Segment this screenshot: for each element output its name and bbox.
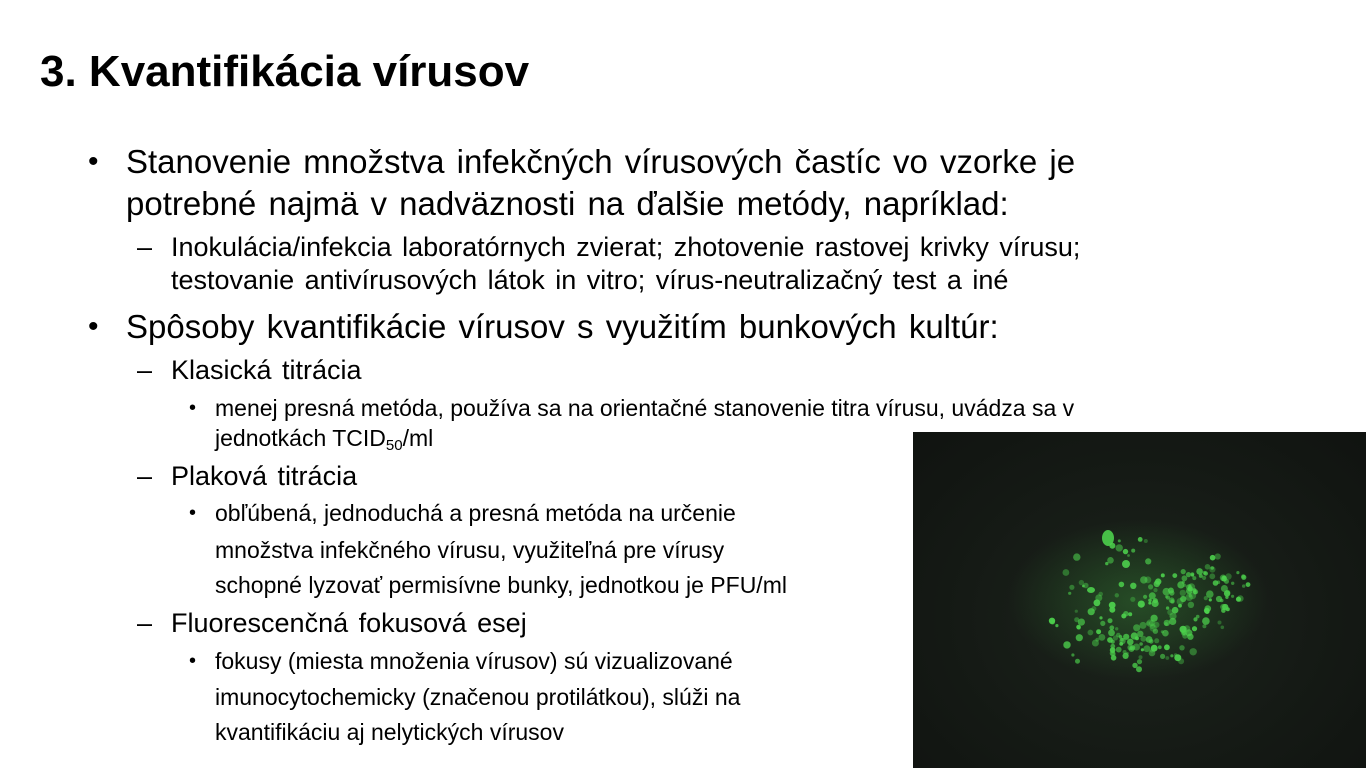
fluorescent-cell [1213, 580, 1219, 586]
fluorescent-cell [1154, 581, 1160, 587]
method-plaque-detail-text-1: obľúbená, jednoduchá a presná metóda na určenie [215, 500, 736, 526]
fluorescent-cell [1144, 645, 1151, 652]
fluorescent-cell [1133, 644, 1140, 651]
method-classic-label-text: Klasická titrácia [171, 355, 362, 385]
fluorescent-cell [1096, 629, 1101, 634]
fluorescent-cell [1095, 638, 1099, 642]
fluorescent-cell [1158, 645, 1162, 649]
fluorescent-cell [1220, 575, 1227, 582]
fluorescent-cell [1063, 641, 1070, 648]
method-plaque-detail-text-3: schopné lyzovať permisívne bunky, jednotkou je PFU/ml [215, 572, 787, 598]
fluorescent-cell [1099, 616, 1102, 619]
fluorescent-cell [1127, 639, 1134, 646]
fluorescent-cell [1083, 583, 1089, 589]
fluorescent-cell [1116, 544, 1123, 551]
fluorescent-cell [1105, 562, 1108, 565]
fluorescent-cell [1145, 558, 1151, 564]
bullet-1-text-line-2: potrebné najmä v nadväznosti na ďalšie metódy, napríklad: [126, 185, 1009, 222]
method-classic-detail-line-1 [189, 391, 1075, 425]
dash-marker: – [137, 232, 153, 262]
fluorescent-cell [1193, 617, 1197, 621]
method-focus-detail-text-1: fokusy (miesta množenia vírusov) sú vizualizované [215, 648, 733, 674]
fluorescent-cell [1115, 627, 1118, 630]
fluorescent-cell [1153, 629, 1158, 634]
dash-marker: – [137, 355, 153, 385]
fluorescent-cell [1137, 631, 1143, 637]
bullet-1-text-line-1: Stanovenie množstva infekčných vírusových častíc vo vzorke je [126, 143, 1076, 180]
fluorescent-cell [1172, 573, 1177, 578]
fluorescent-cell [1138, 601, 1145, 608]
fluorescent-cell [1111, 655, 1117, 661]
fluorescent-cell [1126, 652, 1129, 655]
fluorescent-cell [1186, 572, 1191, 577]
bullet-1-line-2 [126, 183, 1009, 225]
fluorescent-cell [1204, 571, 1208, 575]
fluorescent-cell [1099, 634, 1106, 641]
fluorescent-cell [1192, 576, 1196, 580]
fluorescent-cell [1181, 569, 1186, 574]
fluorescent-cell [1127, 554, 1130, 557]
method-classic-detail-text-1: menej presná metóda, používa sa na orientačné stanovenie titra vírusu, uvádza sa v [215, 395, 1075, 421]
bullet-2-text-line-1: Spôsoby kvantifikácie vírusov s využitím bunkových kultúr: [126, 308, 999, 345]
fluorescent-cell [1116, 647, 1122, 653]
method-classic-label [137, 352, 362, 389]
fluorescent-cell [1164, 622, 1168, 626]
method-focus-detail-line-2 [215, 679, 740, 716]
fluorescent-cell [1225, 590, 1230, 595]
unit-subscript: 50 [385, 437, 403, 454]
method-plaque-label-text: Plaková titrácia [171, 461, 358, 491]
fluorescent-cell [1167, 609, 1173, 615]
fluorescent-cell-large [1102, 530, 1114, 546]
fluorescent-cell [1075, 610, 1078, 613]
fluorescent-cell [1188, 583, 1195, 590]
bullet-marker: • [189, 502, 197, 524]
method-classic-detail-line-2 [215, 421, 433, 463]
fluorescent-cell [1115, 593, 1119, 597]
bullet-1-line-1 [88, 141, 1076, 183]
method-focus-detail-text-2: imunocytochemicky (značenou protilátkou), slúži na [215, 684, 741, 710]
fluorescent-cell [1108, 618, 1113, 623]
dash-marker: – [137, 608, 153, 638]
fluorescent-cell [1166, 606, 1169, 609]
fluorescent-cell [1205, 605, 1212, 612]
method-focus-label-text: Fluorescenčná fokusová esej [171, 608, 527, 638]
fluorescent-cell [1108, 629, 1115, 636]
bullet-marker: • [88, 310, 99, 343]
dash-marker: – [137, 461, 153, 491]
bullet-marker: • [189, 397, 197, 419]
fluorescent-cell [1088, 608, 1095, 615]
fluorescent-cell [1226, 607, 1230, 611]
fluorescent-cell [1140, 622, 1147, 629]
bullet-1-sub-line-1 [137, 229, 1081, 266]
fluorescent-cell [1146, 636, 1153, 643]
fluorescent-cell [1063, 569, 1070, 576]
bullet-2-line-1 [88, 306, 999, 348]
fluorescent-cell [1138, 537, 1143, 542]
fluorescent-cell [1237, 595, 1244, 602]
method-plaque-detail-line-2 [215, 532, 724, 569]
fluorescent-cell-large [1122, 560, 1130, 568]
fluorescent-cell [1109, 602, 1116, 609]
fluorescent-cell [1183, 584, 1186, 587]
fluorescent-cell-large [1087, 587, 1095, 593]
fluorescent-cell [1123, 549, 1128, 554]
bullet-1-sub-text-line-2: testovanie antivírusových látok in vitro; vírus-neutralizačný test a iné [171, 265, 1009, 295]
fluorescent-cell [1119, 642, 1123, 646]
fluorescent-cell [1132, 663, 1137, 668]
fluorescent-cell [1149, 592, 1156, 599]
fluorescent-cell [1139, 642, 1143, 646]
fluorescent-cell [1202, 617, 1210, 625]
fluorescence-micrograph [913, 432, 1366, 768]
fluorescent-cell [1055, 624, 1058, 627]
bullet-marker: • [88, 145, 99, 178]
fluorescent-cell [1107, 557, 1114, 564]
focus-glow [1008, 520, 1268, 680]
fluorescent-cell [1196, 568, 1203, 575]
fluorescent-cell [1231, 595, 1234, 598]
method-plaque-detail-line-1 [189, 495, 736, 532]
fluorescence-focus-image [913, 432, 1366, 768]
fluorescent-cell [1075, 659, 1080, 664]
fluorescent-cell [1231, 582, 1234, 585]
fluorescent-cell [1100, 621, 1105, 626]
fluorescent-cell [1131, 632, 1138, 639]
fluorescent-cell [1145, 576, 1152, 583]
fluorescent-cell [1137, 659, 1142, 664]
fluorescent-cell [1199, 574, 1203, 578]
method-focus-detail-line-1 [189, 643, 733, 680]
fluorescent-cell [1186, 594, 1193, 601]
fluorescent-cell [1148, 584, 1153, 589]
fluorescent-cell [1188, 602, 1194, 608]
fluorescent-cell [1162, 630, 1169, 637]
bullet-marker: • [189, 650, 197, 672]
fluorescent-cell [1221, 626, 1225, 630]
fluorescent-cell [1130, 583, 1136, 589]
fluorescent-cell [1153, 588, 1157, 592]
fluorescent-cell [1204, 596, 1208, 600]
bullet-1-sub-text-line-1: Inokulácia/infekcia laboratórnych zvierat; zhotovenie rastovej krivky vírusu; [171, 232, 1081, 262]
unit-suffix: /ml [402, 425, 434, 451]
fluorescent-cell [1169, 618, 1176, 625]
fluorescent-cell [1174, 654, 1181, 661]
fluorescent-cell [1068, 592, 1071, 595]
method-plaque-detail-text-2: množstva infekčného vírusu, využiteľná pre vírusy [215, 537, 725, 563]
fluorescent-cell [1165, 656, 1169, 660]
fluorescent-cell [1110, 647, 1116, 653]
fluorescent-cell [1193, 589, 1198, 594]
fluorescent-cell [1088, 630, 1094, 636]
fluorescent-cell [1242, 584, 1245, 587]
fluorescent-cell [1148, 602, 1151, 605]
fluorescent-cell [1130, 597, 1135, 602]
fluorescent-cell [1131, 549, 1135, 553]
fluorescent-cell [1128, 612, 1132, 616]
fluorescent-cell [1190, 648, 1197, 655]
fluorescent-cell [1165, 595, 1168, 598]
fluorescent-cell [1164, 644, 1170, 650]
fluorescent-cell [1177, 598, 1184, 605]
unit-prefix: jednotkách TCID [215, 425, 386, 451]
fluorescent-cell [1150, 648, 1154, 652]
fluorescent-cell [1182, 575, 1188, 581]
fluorescent-cell [1049, 618, 1055, 624]
fluorescent-cell [1192, 626, 1197, 631]
fluorescent-cell [1118, 539, 1121, 542]
fluorescent-cell [1210, 555, 1216, 561]
fluorescent-cell [1209, 566, 1215, 572]
fluorescent-cell [1241, 575, 1246, 580]
fluorescent-cell [1160, 654, 1165, 659]
fluorescent-cell [1215, 553, 1221, 559]
method-focus-detail-text-3: kvantifikáciu aj nelytických vírusov [215, 719, 564, 745]
fluorescent-cell [1170, 654, 1173, 657]
fluorescent-cell [1221, 608, 1226, 613]
fluorescent-cell [1139, 655, 1143, 659]
fluorescent-cell [1071, 653, 1074, 656]
fluorescent-cell [1182, 631, 1186, 635]
fluorescent-cell [1154, 638, 1159, 643]
method-focus-label [137, 605, 527, 642]
method-focus-detail-line-3 [215, 714, 564, 751]
fluorescent-cell [1209, 573, 1215, 579]
fluorescent-cell [1133, 624, 1140, 631]
fluorescent-cell [1161, 573, 1165, 577]
fluorescent-cell [1123, 611, 1128, 616]
bullet-1-sub-line-2 [171, 262, 1008, 299]
fluorescent-cell [1209, 598, 1212, 601]
fluorescent-cell [1225, 596, 1228, 599]
fluorescent-cell [1073, 553, 1080, 560]
fluorescent-cell [1076, 634, 1083, 641]
fluorescent-cell [1144, 539, 1148, 543]
fluorescent-cell [1246, 582, 1251, 587]
fluorescent-cell [1180, 590, 1186, 596]
fluorescent-cell [1069, 585, 1074, 590]
fluorescent-cell [1111, 640, 1115, 644]
fluorescent-cell [1074, 617, 1079, 622]
fluorescent-cell [1113, 635, 1118, 640]
fluorescent-cell [1179, 645, 1184, 650]
fluorescent-cell [1119, 582, 1125, 588]
fluorescent-cell [1094, 599, 1101, 606]
method-plaque-label [137, 458, 358, 495]
fluorescent-cell [1218, 621, 1222, 625]
fluorescent-cell [1143, 595, 1147, 599]
method-plaque-detail-line-3 [215, 567, 787, 604]
fluorescent-cell [1170, 599, 1174, 603]
fluorescent-cell [1202, 624, 1206, 628]
fluorescent-cell [1149, 620, 1155, 626]
slide-title: 3. Kvantifikácia vírusov [40, 47, 530, 96]
fluorescent-cell [1236, 571, 1239, 574]
fluorescent-cell [1220, 599, 1224, 603]
fluorescent-cell [1163, 588, 1171, 596]
